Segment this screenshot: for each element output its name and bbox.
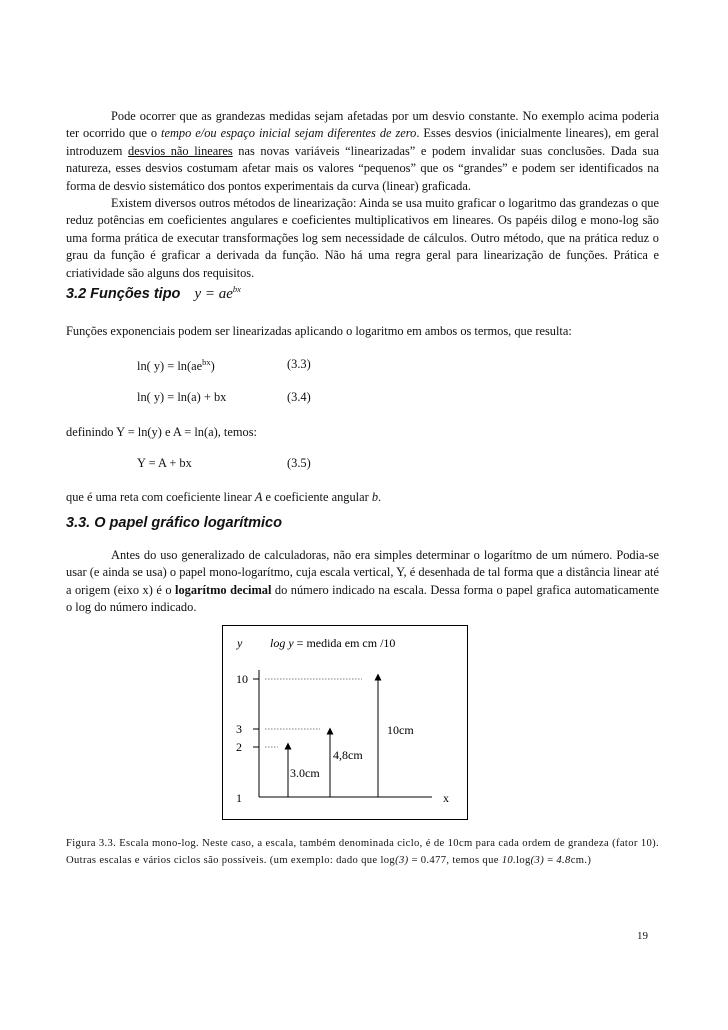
paragraph-exponential-intro: Funções exponenciais podem ser linearizadas aplicando o logaritmo em ambos os termos, que resulta: <box>66 324 572 338</box>
equation-number-3-5: (3.5) <box>287 456 311 470</box>
text-run: Figura 3.3. Escala mono-log. Neste caso, a escala, também denominada ciclo, é de 10cm para cada ordem de grandeza (fator 10). Outras escalas e vários ciclos são possíveis. (um exemplo: dado que log <box>66 838 659 866</box>
text-run: Antes do uso generalizado de calculadoras, não era simples determinar o logarítmo de um número. Podia-se usar (e ainda se usa) o papel mono-logarítmo, cuja escala vertical, Y, é desenhada de tal forma que a distância linear até a origem (eixo x) é o <box>66 548 659 597</box>
tick-label-2: 2 <box>236 740 242 754</box>
symbol-A: A <box>254 490 263 504</box>
bold-text: logarítmo decimal <box>175 582 272 597</box>
eq-rhs: ) <box>210 359 215 374</box>
section-heading-3-2 <box>66 284 241 303</box>
figure-header <box>270 636 395 650</box>
text-run: do número indicado na escala. Dessa forma o papel grafica automaticamente o log do número indicado. <box>66 582 659 615</box>
y-axis-label: y <box>237 636 243 650</box>
eq-exponent: bx <box>202 357 211 367</box>
caption-italic: (3) <box>395 855 409 866</box>
mono-log-scale-figure <box>222 625 468 820</box>
text-run: que é uma reta com coeficiente linear <box>66 490 255 504</box>
text-run: Pode ocorrer que as grandezas medidas sejam afetadas por um desvio constante. No exemplo acima poderia ter ocorrido que o <box>66 109 659 141</box>
arrow-label-3-0cm: 3.0cm <box>290 766 320 780</box>
header-italic: log y <box>270 636 294 650</box>
symbol-b: b <box>371 490 379 504</box>
text-run: log <box>516 855 531 866</box>
page-number: 19 <box>637 930 648 942</box>
formula-exponent: bx <box>232 284 241 294</box>
caption-italic: 4.8 <box>556 855 571 866</box>
tick-label-3: 3 <box>236 722 242 736</box>
equation-3-4: ln( y) = ln(a) + bx <box>137 390 227 404</box>
caption-italic: 10. <box>501 855 517 866</box>
paragraph-linearization-methods: Existem diversos outros métodos de linearização: Ainda se usa muito graficar o logaritmo das grandezas o que reduz potências em coeficientes angulares e coeficientes multiplicativos em lineares. Os papéis dilog e mono-log são uma forma prática de executar transformações log sem necessidade de cálculos. Outro método, que na prática reduz o grau da função é graficar a derivada da função. Não há uma regra geral para linearização de funções. Prática e criatividade são alguns dos requisitos. <box>66 196 659 280</box>
text-run: e coeficiente angular <box>262 490 372 504</box>
formula-base: y = ae <box>194 286 233 302</box>
tick-label-1: 1 <box>236 791 242 805</box>
paragraph-systematic-deviation <box>66 108 659 195</box>
equation-number-3-4: (3.4) <box>287 390 311 404</box>
emphasis-text: tempo e/ou espaço inicial sejam diferentes de zero <box>161 126 417 141</box>
text-run: nas novas variáveis “linearizadas” e podem invalidar suas conclusões. Dada sua natureza, esses desvios costumam afetar mais os valores “pequenos” que os “grandes” e podem ser identificados na forma de desvio sistemático dos pontos experimentais da curva (linear) graficada. <box>66 143 659 193</box>
equation-3-5: Y = A + bx <box>137 456 192 470</box>
text-run: . Esses desvios (inicialmente lineares), em geral introduzem <box>66 126 659 158</box>
paragraph-log-paper <box>66 547 659 617</box>
arrow-label-4-8cm: 4,8cm <box>333 748 363 762</box>
text-run: cm.) <box>570 855 592 866</box>
caption-italic: (3) <box>530 855 545 866</box>
eq-lhs: ln( y) = ln(ae <box>137 359 203 374</box>
heading-formula <box>194 286 240 302</box>
equation-3-3 <box>137 357 215 374</box>
section-title: 3.2 Funções tipo <box>66 286 181 302</box>
x-axis-label: x <box>443 791 449 805</box>
underlined-text: desvios não lineares <box>128 143 233 158</box>
figure-caption <box>66 835 659 869</box>
equation-number-3-3: (3.3) <box>287 357 311 371</box>
header-rest: = medida em cm /10 <box>293 636 396 650</box>
tick-label-10: 10 <box>236 672 248 686</box>
section-heading-3-3: 3.3. O papel gráfico logarítmico <box>66 515 282 531</box>
text-run: = 0.477, temos que <box>408 855 502 866</box>
paragraph-definindo: definindo Y = ln(y) e A = ln(a), temos: <box>66 425 257 439</box>
text-run: . <box>378 490 382 504</box>
paragraph-line-conclusion <box>66 489 659 506</box>
arrow-label-10cm: 10cm <box>387 723 414 737</box>
text-run: = <box>544 855 557 866</box>
